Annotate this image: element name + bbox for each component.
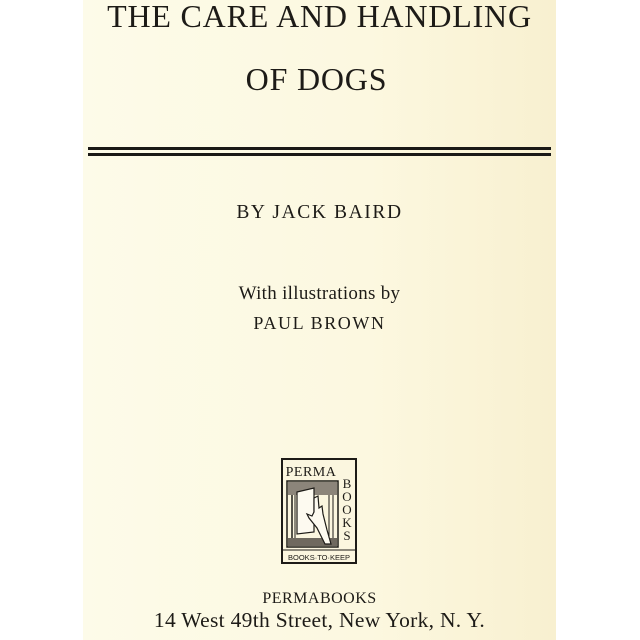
illustrator-name: PAUL BROWN [253,313,386,333]
illustration-credit: With illustrations by [238,283,401,304]
permabooks-colophon-icon [281,458,357,564]
logo-top-text: PERMA [285,465,337,480]
publisher-address: 14 West 49th Street, New York, N. Y. [153,608,486,632]
book-title-line-2: OF DOGS [245,61,388,97]
svg-text:K: K [342,515,352,530]
svg-text:B: B [342,476,352,491]
svg-text:O: O [342,502,352,517]
logo-bottom-text: BOOKS·TO·KEEP [288,553,350,562]
title-page [83,0,556,640]
publisher-name: PERMABOOKS [262,590,377,607]
author-line: BY JACK BAIRD [236,202,403,223]
book-title-line-1: THE CARE AND HANDLING [107,0,532,34]
svg-text:S: S [343,528,351,543]
double-rule-top [88,147,551,150]
double-rule-bottom [88,153,551,156]
svg-text:O: O [342,489,352,504]
